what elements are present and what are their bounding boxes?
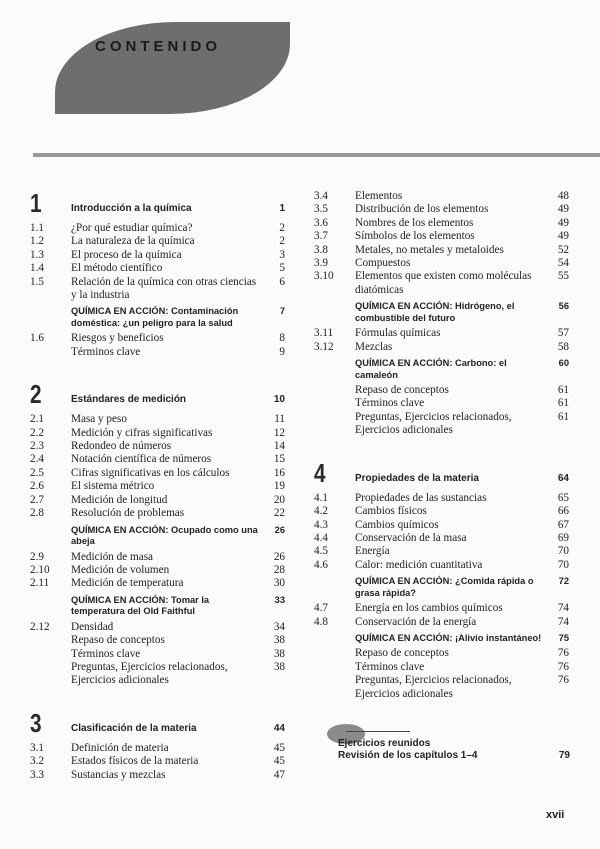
section-title: Masa y peso — [71, 413, 127, 426]
feature-entry — [30, 306, 285, 329]
page-ref: 2 — [279, 222, 285, 234]
page-ref: 30 — [273, 577, 285, 590]
section-title: Medición de temperatura — [71, 577, 184, 590]
section-gap — [30, 688, 285, 710]
toc-entry — [30, 769, 285, 782]
section-number: 1.1 — [30, 222, 44, 234]
toc-entry — [314, 545, 569, 558]
section-number — [30, 306, 71, 329]
toc-entry — [30, 427, 285, 440]
section-title: Cifras significativas en los cálculos — [71, 466, 230, 479]
toc-entry — [30, 648, 285, 661]
toc-entry — [314, 661, 569, 674]
section-title: Nombres de los elementos — [355, 216, 474, 229]
page-ref: 22 — [273, 507, 285, 520]
section-title: Energía en los cambios químicos — [355, 602, 503, 615]
chapter-number: 1 — [30, 188, 42, 218]
section-title: Repaso de conceptos — [355, 647, 449, 660]
chapter-heading — [30, 707, 285, 738]
page-ref: 70 — [557, 545, 569, 558]
section-number: 2.11 — [30, 577, 50, 590]
chapter-page: 44 — [273, 722, 285, 734]
page-ref: 38 — [273, 660, 285, 673]
section-number: 2.7 — [30, 493, 44, 506]
feature-entry — [30, 595, 285, 618]
chapter-heading — [30, 379, 285, 410]
section-title: El sistema métrico — [71, 480, 155, 493]
toc-entry — [314, 230, 569, 243]
toc-entry — [30, 577, 285, 590]
page-ref: 54 — [557, 257, 569, 270]
section-title: Compuestos — [355, 257, 411, 270]
section-number — [30, 595, 71, 618]
chapter-title: Propiedades de la materia — [355, 472, 479, 484]
section-number: 4.4 — [314, 531, 328, 544]
page-ref: 19 — [273, 480, 285, 493]
section-number: 2.5 — [30, 466, 44, 479]
section-title: ¿Por qué estudiar química? — [71, 222, 193, 234]
chapter-page: 64 — [557, 472, 569, 484]
section-number: 3.7 — [314, 230, 328, 243]
section-number: 4.5 — [314, 545, 328, 558]
section-number: 2.8 — [30, 507, 44, 520]
footer-line-2-text: Revisión de los capítulos 1–4 — [338, 750, 478, 761]
toc-entry — [314, 559, 569, 572]
page-ref: 72 — [558, 576, 569, 587]
toc-entry — [314, 411, 569, 438]
toc-entry — [314, 217, 569, 230]
section-number: 3.12 — [314, 340, 334, 353]
page-ref: 12 — [273, 426, 285, 439]
page-ref: 74 — [557, 602, 569, 615]
section-title: Preguntas, Ejercicios relacionados, Ejercicios adicionales — [355, 674, 512, 700]
toc-entry — [30, 262, 285, 275]
section-gap — [314, 438, 569, 460]
page-ref: 49 — [557, 216, 569, 229]
section-title: Estados físicos de la materia — [71, 755, 199, 768]
footer-line-2 — [338, 750, 570, 761]
section-title: El método científico — [71, 262, 163, 275]
feature-title: QUÍMICA EN ACCIÓN: Ocupado como una abeja — [71, 524, 258, 546]
toc-entry — [30, 507, 285, 520]
page-ref: 76 — [557, 660, 569, 673]
page-ref: 7 — [279, 306, 285, 317]
toc-entry — [30, 480, 285, 493]
section-title: Mezclas — [355, 340, 393, 353]
page-ref: 61 — [557, 384, 569, 397]
section-title: Cambios físicos — [355, 505, 427, 518]
section-title: Conservación de la masa — [355, 531, 467, 544]
section-number: 4.2 — [314, 505, 328, 518]
toc-entry — [314, 647, 569, 660]
page-ref: 38 — [273, 634, 285, 647]
page-ref: 8 — [279, 332, 285, 345]
section-title: El proceso de la química — [71, 248, 182, 261]
section-title: Fórmulas químicas — [355, 327, 441, 340]
page-ref: 75 — [558, 632, 569, 643]
toc-entry — [314, 257, 569, 270]
page-ref: 70 — [557, 558, 569, 571]
section-title: Distribución de los elementos — [355, 203, 489, 216]
section-title: Sustancias y mezclas — [71, 768, 166, 781]
toc-entry — [30, 742, 285, 755]
page-ref: 26 — [273, 550, 285, 563]
section-number: 3.6 — [314, 216, 328, 229]
chapter-page: 10 — [273, 394, 285, 406]
page-ref: 28 — [273, 563, 285, 576]
section-title: Términos clave — [71, 345, 141, 358]
section-number: 1.3 — [30, 248, 44, 261]
page-ref: 45 — [273, 741, 285, 754]
section-number: 2.6 — [30, 480, 44, 493]
page-ref: 20 — [273, 493, 285, 506]
chapter-title: Estándares de medición — [71, 394, 187, 406]
toc-entry — [30, 634, 285, 647]
section-title: Medición y cifras significativas — [71, 426, 213, 439]
section-number: 2.9 — [30, 550, 44, 563]
section-title: Preguntas, Ejercicios relacionados, Ejercicios adicionales — [71, 660, 228, 687]
toc-entry — [314, 327, 569, 340]
section-title: Términos clave — [355, 397, 425, 410]
section-title: Preguntas, Ejercicios relacionados, Ejercicios adicionales — [355, 410, 512, 437]
toc-entry — [314, 519, 569, 532]
page-ref: 2 — [279, 235, 285, 248]
page-ref: 49 — [557, 203, 569, 216]
page-ref: 66 — [557, 505, 569, 518]
feature-title: QUÍMICA EN ACCIÓN: ¡Alivio instantáneo! — [355, 632, 542, 643]
section-number — [314, 358, 355, 381]
header-divider — [33, 153, 600, 157]
section-number: 1.4 — [30, 262, 44, 275]
feature-entry — [314, 301, 569, 324]
section-number: 2.12 — [30, 620, 50, 633]
section-title: Elementos que existen como moléculas diatómicas — [355, 270, 532, 296]
section-number: 4.1 — [314, 491, 328, 504]
section-title: Repaso de conceptos — [71, 634, 165, 647]
toc-entry — [314, 244, 569, 257]
toc-entry — [314, 190, 569, 203]
section-title: Metales, no metales y metaloides — [355, 243, 504, 256]
toc-column-left — [30, 190, 285, 782]
page-ref: 47 — [273, 768, 285, 781]
section-number — [314, 633, 355, 645]
section-title: La naturaleza de la química — [71, 235, 195, 248]
section-number: 2.10 — [30, 563, 50, 576]
feature-title: QUÍMICA EN ACCIÓN: Carbono: el camaleón — [355, 358, 507, 380]
chapter-number: 2 — [30, 379, 42, 410]
section-number: 1.5 — [30, 275, 44, 288]
section-number: 1.2 — [30, 235, 44, 248]
toc-entry — [30, 276, 285, 303]
section-number — [314, 576, 355, 599]
feature-entry — [314, 358, 569, 381]
page-ref: 26 — [274, 524, 285, 535]
page-ref: 3 — [279, 248, 285, 261]
feature-title: QUÍMICA EN ACCIÓN: ¿Comida rápida o grasa rápida? — [355, 576, 534, 598]
toc-entry — [30, 494, 285, 507]
toc-entry — [314, 341, 569, 354]
toc-entry — [314, 602, 569, 615]
section-number — [30, 525, 71, 548]
section-number: 3.10 — [314, 270, 334, 283]
section-title: Cambios químicos — [355, 518, 439, 531]
section-number: 3.8 — [314, 243, 328, 256]
page-ref: 15 — [273, 453, 285, 466]
toc-entry — [314, 674, 569, 701]
page-ref: 55 — [557, 270, 569, 283]
toc-entry — [314, 616, 569, 629]
page-ref: 49 — [557, 230, 569, 243]
section-title: Símbolos de los elementos — [355, 230, 475, 243]
page-ref: 14 — [273, 440, 285, 453]
section-number: 3.1 — [30, 741, 44, 754]
footer-line-2-page: 79 — [558, 750, 570, 761]
feature-entry — [314, 633, 569, 645]
toc-entry — [30, 332, 285, 345]
page-ref: 76 — [557, 674, 569, 687]
feature-entry — [314, 576, 569, 599]
page-ref: 16 — [273, 466, 285, 479]
chapter-page: 1 — [279, 203, 285, 214]
page-ref: 6 — [279, 275, 285, 288]
toc-entry — [30, 621, 285, 634]
footer-line-1: Ejercicios reunidos — [338, 738, 431, 749]
section-title: Resolución de problemas — [71, 507, 185, 520]
section-number: 2.2 — [30, 426, 44, 439]
section-title: Términos clave — [71, 647, 141, 660]
section-title: Medición de volumen — [71, 563, 170, 576]
page-ref: 56 — [558, 301, 569, 312]
toc-entry — [30, 755, 285, 768]
page-ref: 61 — [557, 397, 569, 410]
page-ref: 38 — [273, 647, 285, 660]
page-ref: 60 — [558, 358, 569, 369]
page-ref: 74 — [557, 615, 569, 628]
section-number: 4.6 — [314, 558, 328, 571]
toc-column-right — [314, 190, 569, 701]
chapter-title: Introducción a la química — [71, 203, 192, 214]
page-ref: 58 — [557, 340, 569, 353]
toc-entry — [30, 551, 285, 564]
section-gap — [30, 359, 285, 381]
page-ref: 45 — [273, 755, 285, 768]
section-title: Redondeo de números — [71, 440, 172, 453]
section-title: Propiedades de las sustancias — [355, 491, 487, 504]
page-ref: 34 — [273, 620, 285, 633]
section-number: 3.5 — [314, 203, 328, 216]
chapter-title: Clasificación de la materia — [71, 722, 197, 734]
section-number: 4.8 — [314, 615, 328, 628]
toc-entry — [30, 413, 285, 426]
section-number: 4.3 — [314, 518, 328, 531]
section-title: Densidad — [71, 620, 114, 633]
chapter-number: 4 — [314, 457, 326, 488]
page-ref: 9 — [279, 345, 285, 358]
chapter-number: 3 — [30, 707, 42, 738]
page-ref: 65 — [557, 491, 569, 504]
feature-title: QUÍMICA EN ACCIÓN: Hidrógeno, el combustible del futuro — [355, 301, 515, 323]
toc-entry — [314, 532, 569, 545]
chapter-heading — [30, 190, 285, 216]
section-title: Conservación de la energía — [355, 615, 477, 628]
page-ref: 69 — [557, 531, 569, 544]
page-ref: 5 — [279, 262, 285, 275]
header-decoration — [55, 22, 290, 114]
page-ref: 57 — [557, 327, 569, 340]
section-number — [314, 301, 355, 324]
toc-entry — [314, 397, 569, 410]
toc-entry — [30, 564, 285, 577]
section-title: Repaso de conceptos — [355, 384, 449, 397]
page-ref: 11 — [274, 413, 285, 426]
section-number: 3.4 — [314, 190, 328, 202]
page-ref: 33 — [274, 594, 285, 605]
page-ref: 52 — [557, 243, 569, 256]
section-title: Riesgos y beneficios — [71, 332, 164, 345]
toc-entry — [30, 661, 285, 688]
section-number: 2.1 — [30, 413, 44, 426]
feature-title: QUÍMICA EN ACCIÓN: Tomar la temperatura del Old Faithful — [71, 594, 210, 617]
section-title: Medición de masa — [71, 550, 154, 563]
feature-entry — [30, 525, 285, 548]
toc-entry — [30, 249, 285, 262]
section-number: 3.3 — [30, 768, 44, 781]
section-title: Medición de longitud — [71, 493, 168, 506]
page-ref: 48 — [557, 190, 569, 202]
section-number: 2.3 — [30, 440, 44, 453]
section-title: Calor: medición cuantitativa — [355, 558, 483, 571]
footer-divider — [346, 731, 410, 732]
section-title: Relación de la química con otras ciencias y la industria — [71, 275, 257, 302]
page-ref: 76 — [557, 647, 569, 660]
chapter-heading — [314, 457, 569, 488]
toc-entry — [30, 453, 285, 466]
toc-entry — [30, 235, 285, 248]
page-ref: 61 — [557, 410, 569, 423]
toc-entry — [314, 203, 569, 216]
toc-entry — [314, 384, 569, 397]
section-number: 2.4 — [30, 453, 44, 466]
toc-entry — [314, 505, 569, 518]
section-title: Elementos — [355, 190, 403, 202]
toc-entry — [30, 440, 285, 453]
section-title: Energía — [355, 545, 390, 558]
toc-entry — [30, 467, 285, 480]
toc-entry — [314, 270, 569, 297]
page-title: CONTENIDO — [95, 38, 221, 55]
page-ref: 67 — [557, 518, 569, 531]
section-title: Definición de materia — [71, 741, 169, 754]
section-number: 3.9 — [314, 257, 328, 270]
section-number: 1.6 — [30, 332, 44, 345]
toc-entry — [30, 222, 285, 235]
toc-entry — [314, 492, 569, 505]
toc-entry — [30, 346, 285, 359]
feature-title: QUÍMICA EN ACCIÓN: Contaminación doméstica: ¿un peligro para la salud — [71, 306, 239, 328]
section-title: Notación científica de números — [71, 453, 212, 466]
section-number: 3.11 — [314, 327, 334, 340]
section-number: 4.7 — [314, 602, 328, 615]
page-number: xvii — [546, 809, 565, 821]
section-number: 3.2 — [30, 755, 44, 768]
section-title: Términos clave — [355, 660, 425, 673]
